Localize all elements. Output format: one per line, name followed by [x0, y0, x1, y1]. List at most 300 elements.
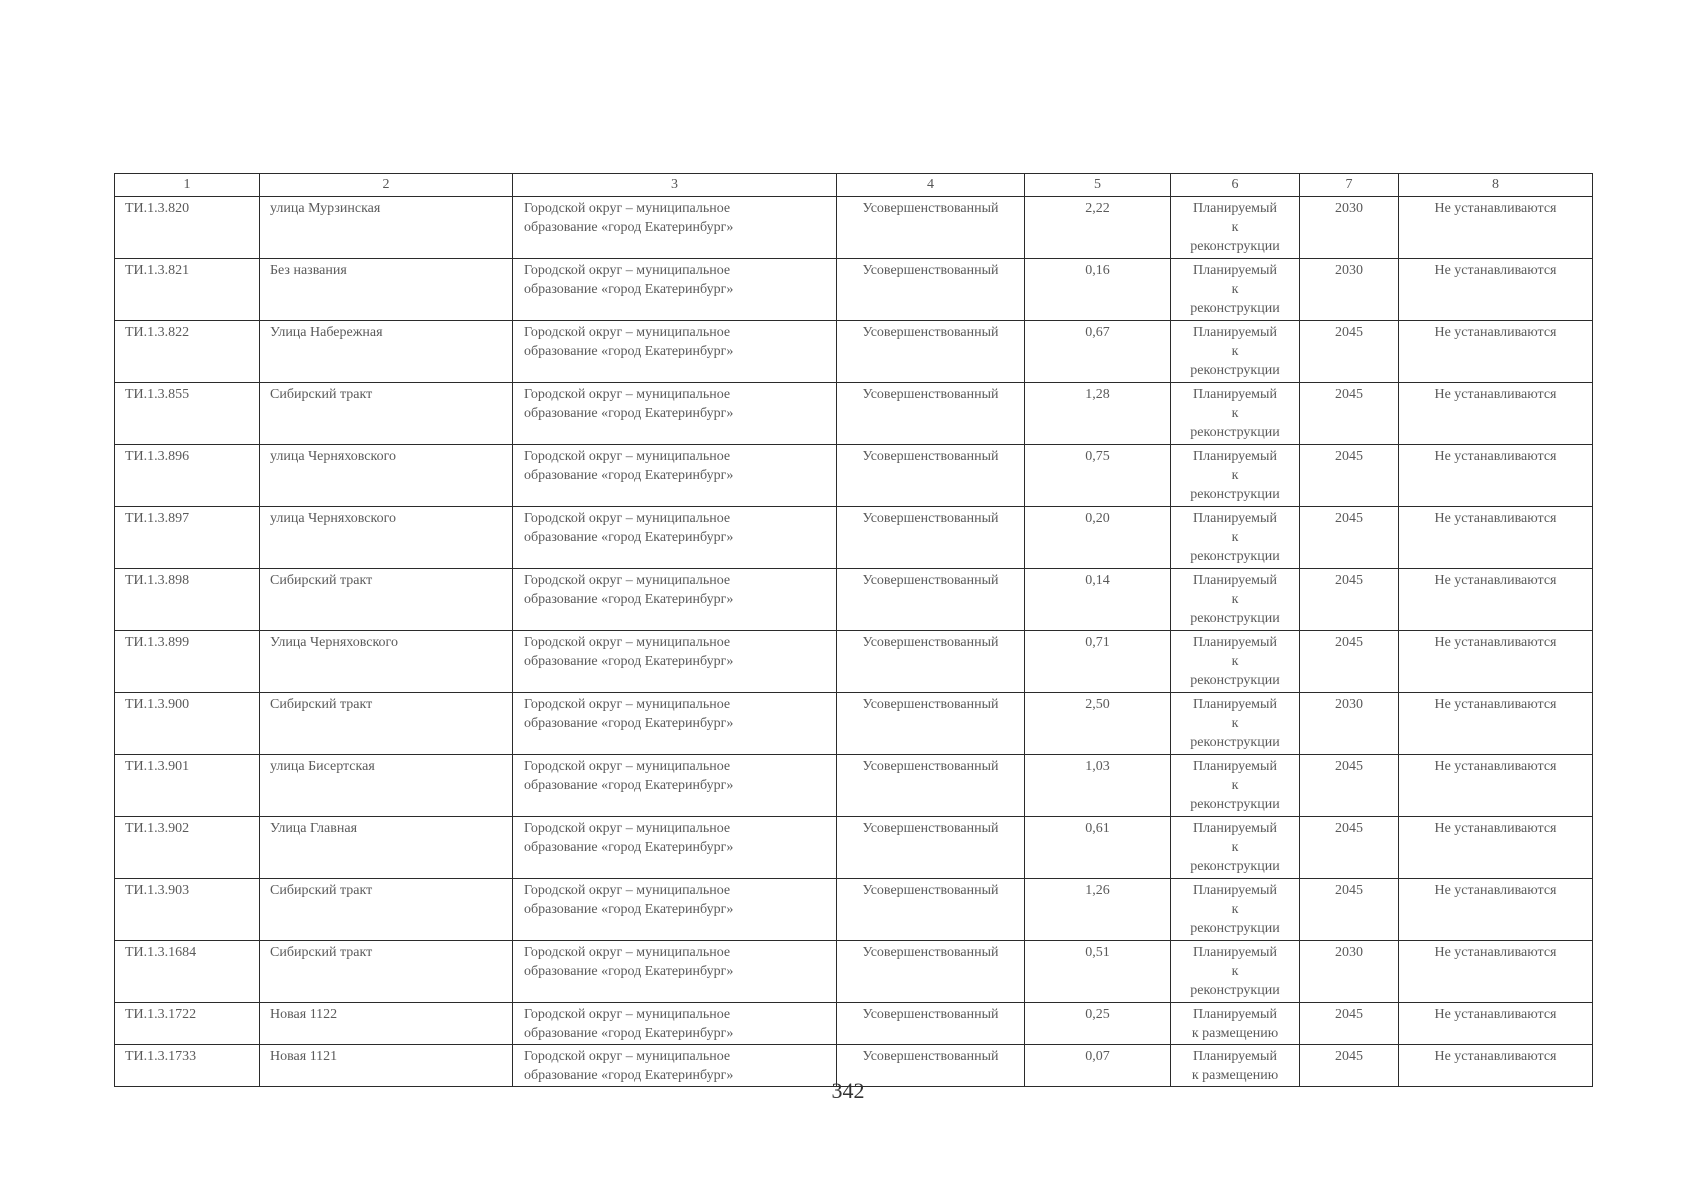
table-body — [115, 197, 1593, 1087]
owner-line: Городской округ – муниципальное — [524, 387, 731, 402]
owner-line: образование «город Екатеринбург» — [524, 716, 734, 731]
surface-type-cell — [837, 755, 1025, 817]
status-line: реконструкции — [1190, 921, 1280, 936]
object-code: ТИ.1.3.1733 — [125, 1049, 197, 1064]
owner-line: Городской округ – муниципальное — [524, 511, 731, 526]
owner-line: образование «город Екатеринбург» — [524, 220, 734, 235]
year-value: 2045 — [1335, 635, 1363, 650]
length-value: 0,07 — [1085, 1049, 1110, 1064]
road-registry-table — [114, 173, 1593, 1087]
status-line: к — [1231, 592, 1239, 607]
surface-type: Усовершенствованный — [862, 1049, 999, 1064]
length-value: 0,71 — [1085, 635, 1110, 650]
year-cell — [1300, 941, 1399, 1003]
road-name-cell — [260, 631, 513, 693]
status-line: Планируемый — [1193, 635, 1277, 650]
owner-line: Городской округ – муниципальное — [524, 1049, 731, 1064]
status-line: к — [1231, 964, 1239, 979]
object-code-cell — [115, 941, 260, 1003]
column-number-row — [115, 174, 1593, 197]
owner-line: Городской округ – муниципальное — [524, 201, 731, 216]
status-line: к — [1231, 902, 1239, 917]
object-code: ТИ.1.3.901 — [125, 759, 190, 774]
length-value: 0,20 — [1085, 511, 1110, 526]
road-name: улица Мурзинская — [270, 201, 381, 216]
object-code-cell — [115, 321, 260, 383]
restrictions-cell — [1399, 383, 1593, 445]
status-line: Планируемый — [1193, 263, 1277, 278]
road-name-cell — [260, 693, 513, 755]
status-line: Планируемый — [1193, 821, 1277, 836]
owner-line: Городской округ – муниципальное — [524, 325, 731, 340]
surface-type-cell — [837, 259, 1025, 321]
owner-line: образование «город Екатеринбург» — [524, 654, 734, 669]
owner-line: образование «город Екатеринбург» — [524, 840, 734, 855]
restrictions-value: Не устанавливаются — [1434, 821, 1557, 836]
status-line: к — [1231, 344, 1239, 359]
surface-type-cell — [837, 507, 1025, 569]
length-value: 1,28 — [1085, 387, 1110, 402]
restrictions-cell — [1399, 755, 1593, 817]
column-header: 5 — [1025, 174, 1171, 197]
road-name-cell — [260, 879, 513, 941]
surface-type: Усовершенствованный — [862, 697, 999, 712]
year-value: 2030 — [1335, 945, 1363, 960]
owner-cell — [513, 755, 837, 817]
restrictions-value: Не устанавливаются — [1434, 325, 1557, 340]
surface-type-cell — [837, 1003, 1025, 1045]
year-value: 2045 — [1335, 1049, 1363, 1064]
table-row — [115, 1003, 1593, 1045]
road-name-cell — [260, 445, 513, 507]
length-cell — [1025, 755, 1171, 817]
length-value: 0,16 — [1085, 263, 1110, 278]
status-line: Планируемый — [1193, 387, 1277, 402]
year-value: 2030 — [1335, 201, 1363, 216]
owner-line: образование «город Екатеринбург» — [524, 592, 734, 607]
year-value: 2045 — [1335, 449, 1363, 464]
restrictions-value: Не устанавливаются — [1434, 697, 1557, 712]
owner-cell — [513, 197, 837, 259]
column-header: 4 — [837, 174, 1025, 197]
surface-type-cell — [837, 197, 1025, 259]
status-cell — [1171, 569, 1300, 631]
table-row — [115, 383, 1593, 445]
road-name: Новая 1121 — [270, 1049, 338, 1064]
status-line: реконструкции — [1190, 859, 1280, 874]
status-line: реконструкции — [1190, 425, 1280, 440]
status-cell — [1171, 879, 1300, 941]
status-line: к размещению — [1191, 1026, 1279, 1041]
object-code: ТИ.1.3.903 — [125, 883, 190, 898]
length-value: 1,26 — [1085, 883, 1110, 898]
surface-type-cell — [837, 383, 1025, 445]
status-line: реконструкции — [1190, 611, 1280, 626]
status-line: Планируемый — [1193, 573, 1277, 588]
object-code: ТИ.1.3.896 — [125, 449, 190, 464]
object-code-cell — [115, 817, 260, 879]
object-code-cell — [115, 755, 260, 817]
table-row — [115, 507, 1593, 569]
owner-line: Городской округ – муниципальное — [524, 821, 731, 836]
object-code-cell — [115, 879, 260, 941]
table-row — [115, 321, 1593, 383]
year-cell — [1300, 879, 1399, 941]
table-row — [115, 941, 1593, 1003]
status-line: реконструкции — [1190, 797, 1280, 812]
object-code: ТИ.1.3.902 — [125, 821, 190, 836]
restrictions-value: Не устанавливаются — [1434, 759, 1557, 774]
length-value: 0,67 — [1085, 325, 1110, 340]
object-code-cell — [115, 259, 260, 321]
owner-line: образование «город Екатеринбург» — [524, 964, 734, 979]
length-value: 0,25 — [1085, 1007, 1110, 1022]
status-line: реконструкции — [1190, 239, 1280, 254]
owner-cell — [513, 383, 837, 445]
object-code: ТИ.1.3.1722 — [125, 1007, 197, 1022]
table-row — [115, 445, 1593, 507]
surface-type: Усовершенствованный — [862, 635, 999, 650]
column-header: 2 — [260, 174, 513, 197]
year-value: 2045 — [1335, 573, 1363, 588]
restrictions-value: Не устанавливаются — [1434, 511, 1557, 526]
year-cell — [1300, 507, 1399, 569]
surface-type: Усовершенствованный — [862, 325, 999, 340]
road-name-cell — [260, 321, 513, 383]
restrictions-cell — [1399, 631, 1593, 693]
status-cell — [1171, 383, 1300, 445]
road-name-cell — [260, 383, 513, 445]
table-row — [115, 197, 1593, 259]
road-name-cell — [260, 817, 513, 879]
year-value: 2030 — [1335, 697, 1363, 712]
length-cell — [1025, 507, 1171, 569]
year-cell — [1300, 693, 1399, 755]
restrictions-cell — [1399, 197, 1593, 259]
surface-type: Усовершенствованный — [862, 759, 999, 774]
surface-type: Усовершенствованный — [862, 1007, 999, 1022]
restrictions-cell — [1399, 879, 1593, 941]
status-line: Планируемый — [1193, 201, 1277, 216]
owner-line: образование «город Екатеринбург» — [524, 468, 734, 483]
restrictions-cell — [1399, 693, 1593, 755]
restrictions-value: Не устанавливаются — [1434, 573, 1557, 588]
owner-line: образование «город Екатеринбург» — [524, 1026, 734, 1041]
surface-type: Усовершенствованный — [862, 573, 999, 588]
restrictions-value: Не устанавливаются — [1434, 1049, 1557, 1064]
status-line: Планируемый — [1193, 511, 1277, 526]
road-name: Улица Набережная — [270, 325, 383, 340]
road-name: Улица Главная — [270, 821, 358, 836]
surface-type: Усовершенствованный — [862, 821, 999, 836]
status-line: реконструкции — [1190, 487, 1280, 502]
year-cell — [1300, 197, 1399, 259]
status-line: к — [1231, 282, 1239, 297]
status-line: к — [1231, 840, 1239, 855]
owner-cell — [513, 1003, 837, 1045]
status-line: Планируемый — [1193, 883, 1277, 898]
status-line: Планируемый — [1193, 325, 1277, 340]
column-header: 7 — [1300, 174, 1399, 197]
owner-cell — [513, 259, 837, 321]
object-code-cell — [115, 383, 260, 445]
status-line: Планируемый — [1193, 945, 1277, 960]
owner-line: Городской округ – муниципальное — [524, 1007, 731, 1022]
road-name-cell — [260, 941, 513, 1003]
status-line: Планируемый — [1193, 1049, 1277, 1064]
status-line: реконструкции — [1190, 301, 1280, 316]
owner-line: Городской округ – муниципальное — [524, 759, 731, 774]
owner-line: образование «город Екатеринбург» — [524, 1068, 734, 1083]
status-line: к — [1231, 716, 1239, 731]
road-name: Сибирский тракт — [270, 387, 373, 402]
owner-line: Городской округ – муниципальное — [524, 573, 731, 588]
length-cell — [1025, 631, 1171, 693]
length-cell — [1025, 1003, 1171, 1045]
road-name: Сибирский тракт — [270, 697, 373, 712]
status-cell — [1171, 817, 1300, 879]
road-name: улица Черняховского — [270, 449, 397, 464]
length-value: 0,14 — [1085, 573, 1110, 588]
length-value: 0,61 — [1085, 821, 1110, 836]
surface-type-cell — [837, 631, 1025, 693]
year-value: 2045 — [1335, 387, 1363, 402]
restrictions-value: Не устанавливаются — [1434, 263, 1557, 278]
owner-cell — [513, 879, 837, 941]
restrictions-value: Не устанавливаются — [1434, 449, 1557, 464]
column-header: 3 — [513, 174, 837, 197]
object-code: ТИ.1.3.821 — [125, 263, 190, 278]
owner-line: образование «город Екатеринбург» — [524, 282, 734, 297]
status-cell — [1171, 259, 1300, 321]
surface-type-cell — [837, 569, 1025, 631]
year-value: 2045 — [1335, 1007, 1363, 1022]
surface-type-cell — [837, 879, 1025, 941]
year-cell — [1300, 445, 1399, 507]
owner-cell — [513, 631, 837, 693]
year-cell — [1300, 321, 1399, 383]
surface-type-cell — [837, 941, 1025, 1003]
status-line: к — [1231, 778, 1239, 793]
restrictions-value: Не устанавливаются — [1434, 1007, 1557, 1022]
year-cell — [1300, 259, 1399, 321]
status-cell — [1171, 693, 1300, 755]
owner-line: Городской округ – муниципальное — [524, 263, 731, 278]
object-code: ТИ.1.3.820 — [125, 201, 190, 216]
owner-cell — [513, 569, 837, 631]
road-name: Сибирский тракт — [270, 883, 373, 898]
road-name: Сибирский тракт — [270, 945, 373, 960]
road-name-cell — [260, 569, 513, 631]
year-cell — [1300, 755, 1399, 817]
owner-line: Городской округ – муниципальное — [524, 697, 731, 712]
restrictions-cell — [1399, 321, 1593, 383]
table-row — [115, 569, 1593, 631]
length-value: 1,03 — [1085, 759, 1110, 774]
restrictions-value: Не устанавливаются — [1434, 883, 1557, 898]
year-value: 2030 — [1335, 263, 1363, 278]
surface-type: Усовершенствованный — [862, 387, 999, 402]
length-cell — [1025, 383, 1171, 445]
owner-cell — [513, 321, 837, 383]
surface-type-cell — [837, 693, 1025, 755]
owner-line: Городской округ – муниципальное — [524, 635, 731, 650]
road-name: улица Черняховского — [270, 511, 397, 526]
year-cell — [1300, 631, 1399, 693]
year-cell — [1300, 383, 1399, 445]
status-line: к размещению — [1191, 1068, 1279, 1083]
length-cell — [1025, 879, 1171, 941]
road-name-cell — [260, 1003, 513, 1045]
restrictions-cell — [1399, 259, 1593, 321]
status-cell — [1171, 445, 1300, 507]
surface-type-cell — [837, 321, 1025, 383]
object-code-cell — [115, 1003, 260, 1045]
table-row — [115, 631, 1593, 693]
object-code-cell — [115, 693, 260, 755]
surface-type-cell — [837, 445, 1025, 507]
status-cell — [1171, 197, 1300, 259]
owner-line: образование «город Екатеринбург» — [524, 778, 734, 793]
restrictions-value: Не устанавливаются — [1434, 201, 1557, 216]
status-line: реконструкции — [1190, 363, 1280, 378]
restrictions-cell — [1399, 817, 1593, 879]
restrictions-value: Не устанавливаются — [1434, 945, 1557, 960]
status-line: к — [1231, 406, 1239, 421]
status-line: реконструкции — [1190, 549, 1280, 564]
table-row — [115, 259, 1593, 321]
surface-type: Усовершенствованный — [862, 263, 999, 278]
surface-type: Усовершенствованный — [862, 945, 999, 960]
object-code: ТИ.1.3.855 — [125, 387, 190, 402]
object-code: ТИ.1.3.899 — [125, 635, 190, 650]
surface-type: Усовершенствованный — [862, 201, 999, 216]
status-line: Планируемый — [1193, 697, 1277, 712]
status-cell — [1171, 941, 1300, 1003]
owner-cell — [513, 693, 837, 755]
owner-line: Городской округ – муниципальное — [524, 945, 731, 960]
length-value: 2,50 — [1085, 697, 1110, 712]
restrictions-cell — [1399, 1003, 1593, 1045]
length-cell — [1025, 445, 1171, 507]
status-line: к — [1231, 468, 1239, 483]
owner-line: образование «город Екатеринбург» — [524, 406, 734, 421]
road-name: Улица Черняховского — [270, 635, 398, 650]
status-line: к — [1231, 530, 1239, 545]
year-value: 2045 — [1335, 883, 1363, 898]
year-cell — [1300, 817, 1399, 879]
status-line: Планируемый — [1193, 449, 1277, 464]
owner-line: Городской округ – муниципальное — [524, 883, 731, 898]
object-code: ТИ.1.3.898 — [125, 573, 190, 588]
owner-cell — [513, 507, 837, 569]
length-cell — [1025, 817, 1171, 879]
year-cell — [1300, 569, 1399, 631]
status-line: к — [1231, 220, 1239, 235]
road-name: улица Бисертская — [270, 759, 375, 774]
length-cell — [1025, 259, 1171, 321]
column-header: 6 — [1171, 174, 1300, 197]
object-code-cell — [115, 197, 260, 259]
table-row — [115, 817, 1593, 879]
owner-line: образование «город Екатеринбург» — [524, 530, 734, 545]
road-name-cell — [260, 507, 513, 569]
column-header: 8 — [1399, 174, 1593, 197]
restrictions-cell — [1399, 445, 1593, 507]
table-row — [115, 755, 1593, 817]
length-cell — [1025, 321, 1171, 383]
object-code-cell — [115, 631, 260, 693]
surface-type: Усовершенствованный — [862, 883, 999, 898]
length-cell — [1025, 569, 1171, 631]
year-value: 2045 — [1335, 325, 1363, 340]
object-code: ТИ.1.3.1684 — [125, 945, 197, 960]
length-cell — [1025, 693, 1171, 755]
restrictions-value: Не устанавливаются — [1434, 635, 1557, 650]
owner-cell — [513, 817, 837, 879]
road-name: Без названия — [270, 263, 347, 278]
road-name: Новая 1122 — [270, 1007, 338, 1022]
status-cell — [1171, 321, 1300, 383]
owner-cell — [513, 941, 837, 1003]
table-row — [115, 879, 1593, 941]
status-cell — [1171, 755, 1300, 817]
owner-line: образование «город Екатеринбург» — [524, 902, 734, 917]
object-code-cell — [115, 507, 260, 569]
table-row — [115, 693, 1593, 755]
object-code-cell — [115, 445, 260, 507]
restrictions-cell — [1399, 569, 1593, 631]
restrictions-cell — [1399, 941, 1593, 1003]
status-line: реконструкции — [1190, 673, 1280, 688]
length-cell — [1025, 197, 1171, 259]
status-line: Планируемый — [1193, 1007, 1277, 1022]
surface-type: Усовершенствованный — [862, 511, 999, 526]
status-line: реконструкции — [1190, 983, 1280, 998]
year-value: 2045 — [1335, 759, 1363, 774]
length-value: 0,51 — [1085, 945, 1110, 960]
year-value: 2045 — [1335, 821, 1363, 836]
object-code: ТИ.1.3.897 — [125, 511, 190, 526]
owner-line: Городской округ – муниципальное — [524, 449, 731, 464]
owner-line: образование «город Екатеринбург» — [524, 344, 734, 359]
length-cell — [1025, 941, 1171, 1003]
year-cell — [1300, 1003, 1399, 1045]
object-code-cell — [115, 569, 260, 631]
object-code: ТИ.1.3.822 — [125, 325, 190, 340]
status-line: реконструкции — [1190, 735, 1280, 750]
road-name-cell — [260, 755, 513, 817]
length-value: 2,22 — [1085, 201, 1110, 216]
length-value: 0,75 — [1085, 449, 1110, 464]
status-line: к — [1231, 654, 1239, 669]
column-header: 1 — [115, 174, 260, 197]
road-name-cell — [260, 259, 513, 321]
surface-type-cell — [837, 817, 1025, 879]
road-name: Сибирский тракт — [270, 573, 373, 588]
status-line: Планируемый — [1193, 759, 1277, 774]
object-code: ТИ.1.3.900 — [125, 697, 190, 712]
restrictions-cell — [1399, 507, 1593, 569]
road-name-cell — [260, 197, 513, 259]
status-cell — [1171, 507, 1300, 569]
status-cell — [1171, 631, 1300, 693]
year-value: 2045 — [1335, 511, 1363, 526]
owner-cell — [513, 445, 837, 507]
surface-type: Усовершенствованный — [862, 449, 999, 464]
page-number: 342 — [831, 1078, 865, 1103]
restrictions-value: Не устанавливаются — [1434, 387, 1557, 402]
